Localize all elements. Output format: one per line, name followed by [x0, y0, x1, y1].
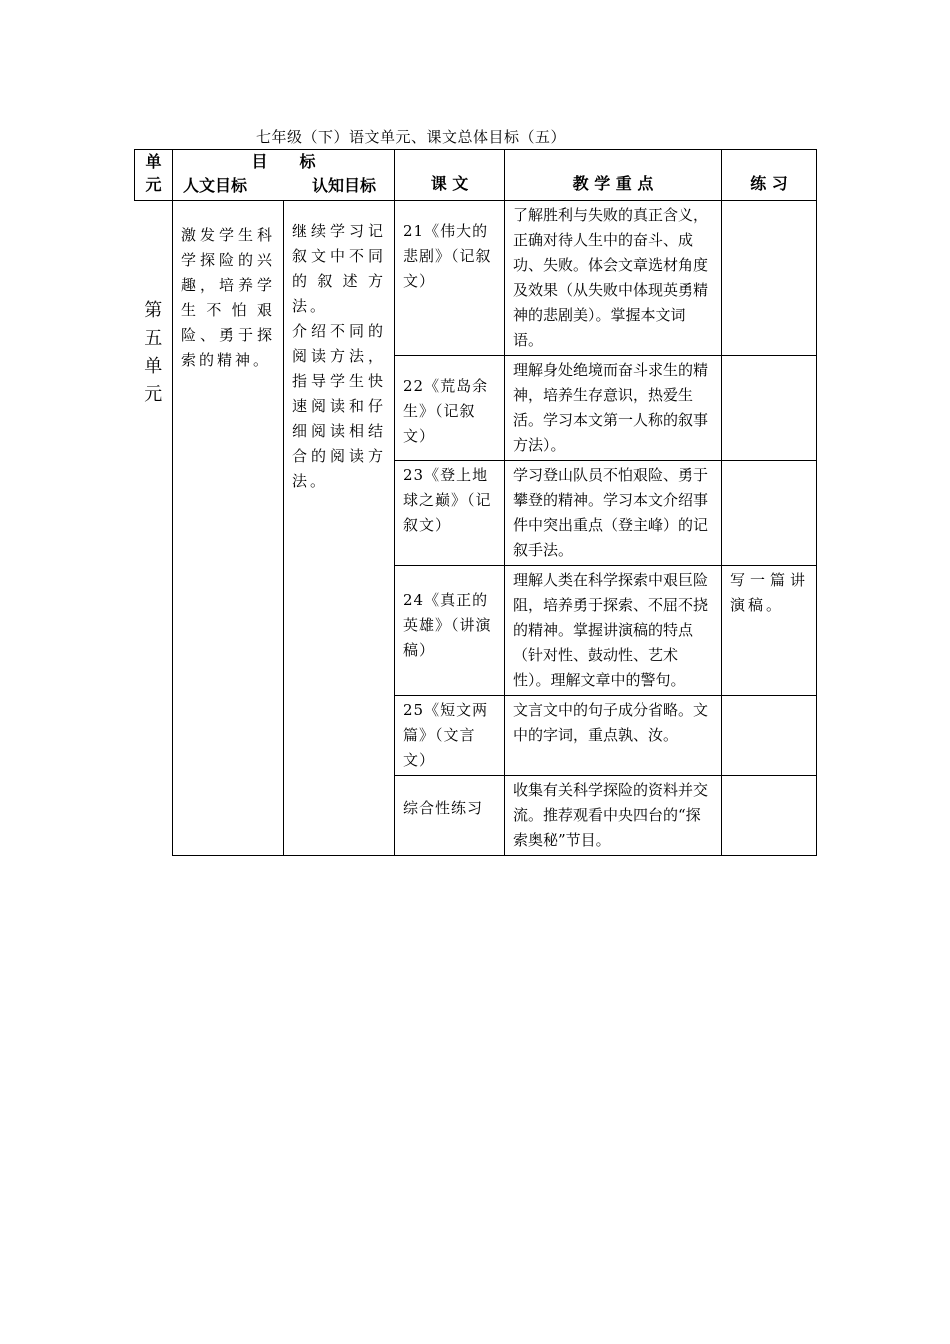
- header-exercise: 练 习: [722, 150, 817, 201]
- header-unit-top: 单: [145, 152, 162, 171]
- exercise-cell: 写一篇讲演稿。: [722, 566, 817, 696]
- lesson-cell: 21《伟大的悲剧》（记叙文）: [395, 201, 505, 356]
- humanistic-goal: 激发学生科学探险的兴趣，培养学生不怕艰险、勇于探索的精神。: [173, 201, 284, 856]
- header-goals: [173, 150, 395, 201]
- focus-cell: 理解身处绝境而奋斗求生的精神，培养生存意识，热爱生活。学习本文第一人称的叙事方法）。: [505, 356, 722, 461]
- lesson-cell: 22《荒岛余生》（记叙文）: [395, 356, 505, 461]
- focus-cell: 了解胜利与失败的真正含义，正确对待人生中的奋斗、成功、失败。体会文章选材角度及效果（从失败中体现英勇精神的悲剧美）。掌握本文词语。: [505, 201, 722, 356]
- header-goals-label: 目 标: [251, 152, 316, 171]
- document-title: 七年级（下）语文单元、课文总体目标（五）: [256, 128, 567, 146]
- focus-cell: 文言文中的句子成分省略。文中的字词，重点孰、汝。: [505, 696, 722, 776]
- cognitive-goal-2: 介绍不同的阅读方法，指导学生快速阅读和仔细阅读相结合的阅读方法。: [292, 322, 386, 490]
- header-unit-bottom: 元: [145, 175, 162, 194]
- exercise-cell: [722, 461, 817, 566]
- unit-goals-table: [134, 149, 817, 856]
- table-row: [135, 201, 817, 356]
- unit-char: 五: [144, 328, 163, 349]
- cognitive-goal-1: 继续学习记叙文中不同的叙述方法。: [292, 222, 386, 315]
- exercise-cell: [722, 776, 817, 856]
- unit-char: 第: [144, 300, 163, 321]
- focus-cell: 收集有关科学探险的资料并交流。推荐观看中央四台的“探索奥秘”节目。: [505, 776, 722, 856]
- unit-char: 元: [144, 384, 163, 405]
- lesson-cell: 25《短文两篇》（文言文）: [395, 696, 505, 776]
- focus-cell: 学习登山队员不怕艰险、勇于攀登的精神。学习本文介绍事件中突出重点（登主峰）的记叙手法。: [505, 461, 722, 566]
- header-focus: 教 学 重 点: [505, 150, 722, 201]
- header-humanistic-goal: 人文目标: [183, 176, 248, 195]
- exercise-cell: [722, 356, 817, 461]
- lesson-cell: 23《登上地球之巅》（记叙文）: [395, 461, 505, 566]
- header-row: [135, 150, 817, 201]
- header-cognitive-goal: 认知目标: [311, 176, 376, 195]
- unit-name: [135, 201, 173, 856]
- exercise-cell: [722, 696, 817, 776]
- exercise-cell: [722, 201, 817, 356]
- focus-cell: 理解人类在科学探索中艰巨险阻，培养勇于探索、不屈不挠的精神。掌握讲演稿的特点（针对性、鼓动性、艺术性）。理解文章中的警句。: [505, 566, 722, 696]
- unit-char: 单: [144, 356, 163, 377]
- header-unit: [135, 150, 173, 201]
- cognitive-goal: [284, 201, 395, 856]
- lesson-cell: 综合性练习: [395, 776, 505, 856]
- header-lesson: 课 文: [395, 150, 505, 201]
- lesson-cell: 24《真正的英雄》（讲演稿）: [395, 566, 505, 696]
